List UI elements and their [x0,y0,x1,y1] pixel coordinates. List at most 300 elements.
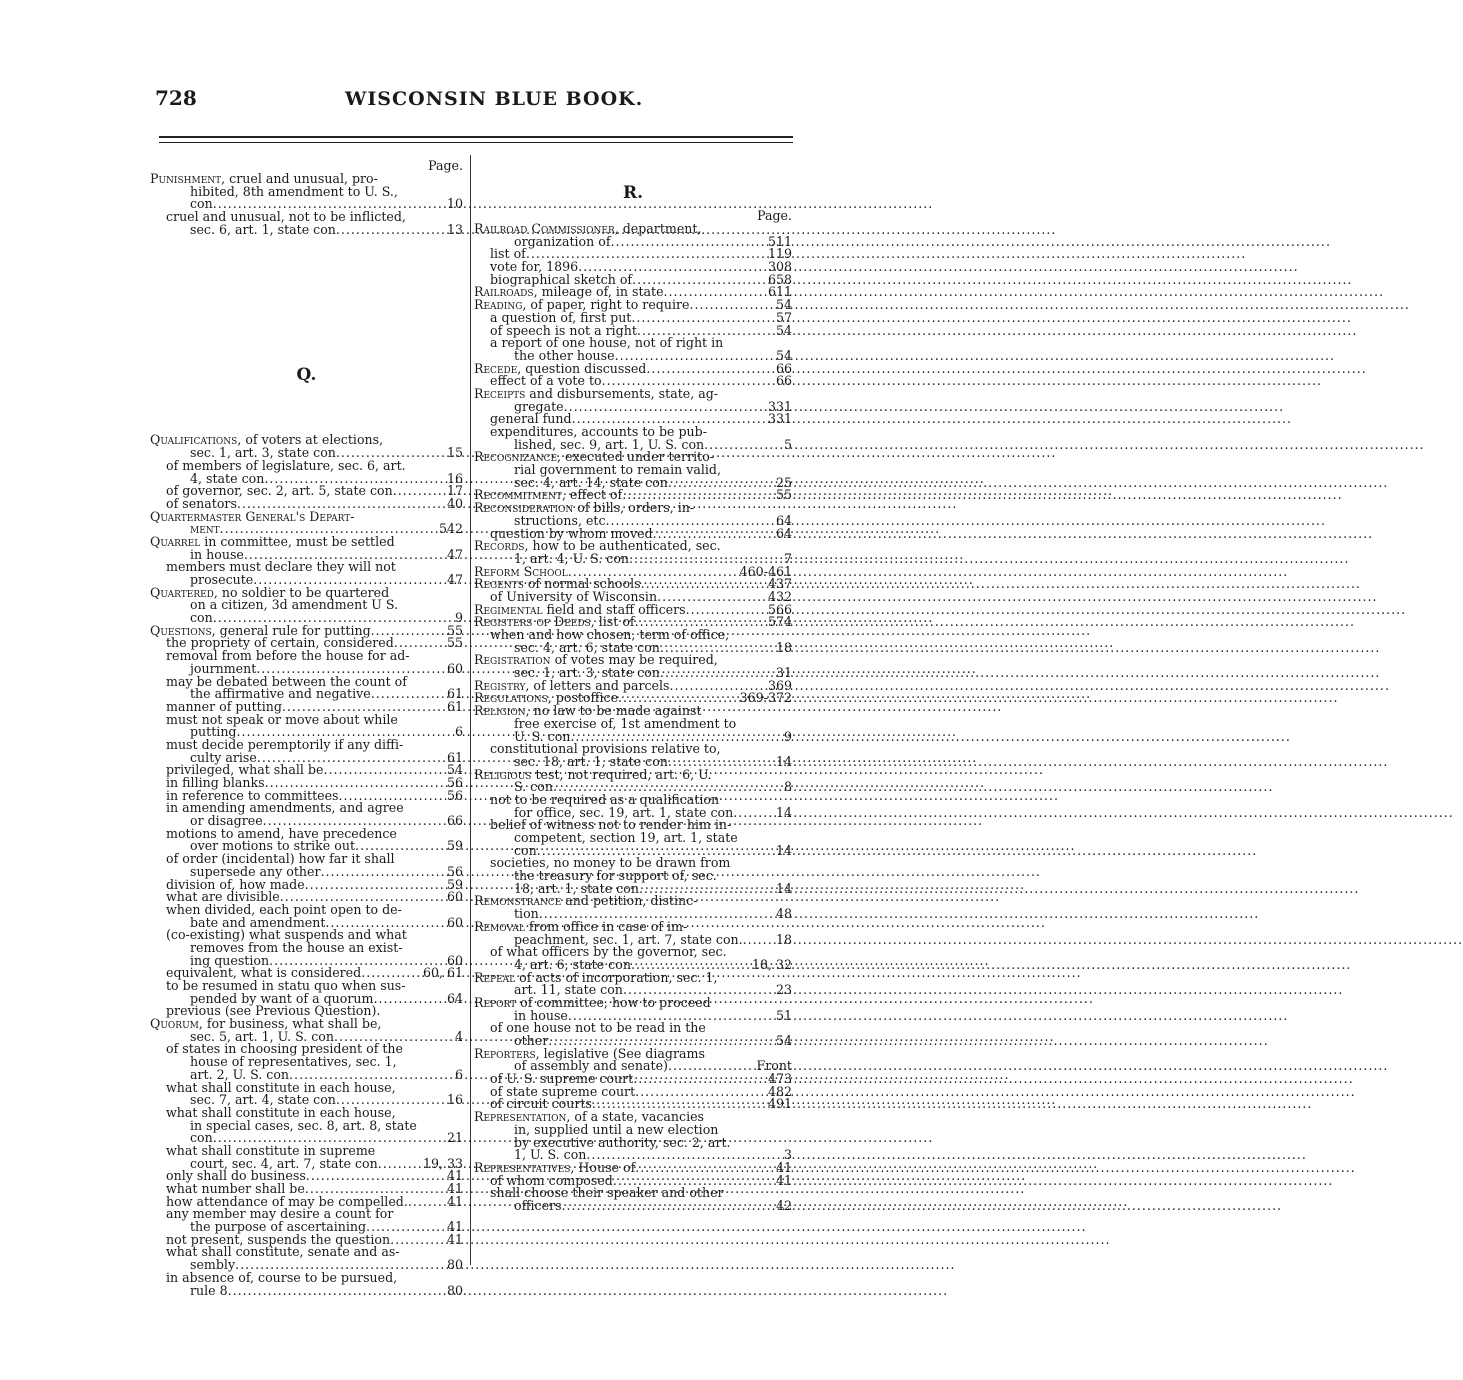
page-reference: 64 [446,990,463,1006]
page-reference: 41 [446,1219,463,1235]
entry-subtext: , general rule for putting [211,622,371,638]
entry-subtext: in reference to committees [166,787,339,803]
page-reference: 47 [446,572,463,587]
entry-subtext: societies, no money to be drawn from [490,855,731,871]
entry-subtext: of U. S. supreme court [490,1071,634,1087]
index-entry [150,434,463,459]
index-entry [474,426,792,451]
page-reference: 60 [446,889,463,905]
dot-leader [228,1285,445,1298]
dot-leader [704,439,782,452]
page-reference: 23 [775,982,792,998]
entry-subtext: of senators [166,495,237,511]
entry-subtext: any member may desire a count for [166,1206,394,1222]
entry-subtext: sec. 1, art. 3, state con [190,445,336,461]
entry-subtext: of states in choosing president of the [166,1041,403,1057]
page-reference: 41 [775,1159,792,1175]
page-reference: 566 [767,601,792,617]
page-reference: 18 [775,931,792,947]
running-title: WISCONSIN BLUE BOOK. [345,88,644,110]
page-reference: 119 [767,246,792,262]
entry-subtext: in committee, must be settled [200,533,395,549]
index-entry [150,1043,463,1081]
entry-subtext: on a citizen, 3d amendment U S. [190,597,399,613]
page-reference: 14 [775,880,792,896]
entry-subtext: belief of witness not to render him in- [490,817,732,833]
entry-subtext: , of letters and parcels [525,677,670,693]
index-entry [474,857,792,895]
entry-text [190,1282,228,1298]
page-reference: 13 [446,221,463,237]
page-reference: 51 [775,1007,792,1023]
entry-subtext: con [190,1130,213,1146]
index-entry [150,825,463,854]
entry-subtext: , how to be authenticated, sec. [524,538,721,554]
index-entry [150,1018,463,1043]
index-entry [474,969,792,998]
page-reference: 41 [446,1193,463,1209]
index-entry [150,457,463,486]
section-letter-q: Q. [296,365,317,386]
entry-subtext: rule 8 [190,1282,228,1298]
index-entry [474,502,792,527]
index-entries-q [150,434,463,1297]
page-reference: 80 [446,1257,463,1273]
index-entry [150,853,463,878]
entry-subtext: and petition, distinc- [561,893,698,909]
entry-subtext: not present, suspends the question [166,1231,391,1247]
dot-leader [408,1196,445,1209]
page-reference: 41 [446,1181,463,1196]
page-reference: 42 [775,1197,792,1213]
index-entry [150,650,463,675]
entry-subtext: of University of Wisconsin [490,588,658,604]
index-entry [150,508,463,537]
page-reference: 511 [767,233,792,249]
entry-heading: Reading [474,297,523,313]
entry-subtext: , question discussed [517,360,647,376]
entry-subtext: of governor, sec. 2, art. 5, state con [166,483,393,499]
entry-subtext: , of paper, right to require [522,297,690,313]
entry-subtext: of order (incidental) how far it shall [166,851,395,867]
entry-heading: Registration [474,652,551,668]
entry-heading: Railroad Commissioner [474,221,615,236]
entry-subtext: of committee, how to proceed [516,994,711,1010]
page-reference: 31 [775,665,792,681]
page-reference: 60 [446,660,463,676]
entry-subtext: 1, art. 4, U. S. con [514,550,630,566]
entry-subtext: organization of [514,233,611,249]
entry-subtext: U. S. con [514,728,571,744]
entry-heading: Regimental [474,601,543,617]
page-column-label: Page. [757,208,792,223]
entry-subtext: of acts of incorporation, sec. 1, [515,969,718,985]
entry-subtext: of votes may be required, [550,652,718,668]
entry-subtext: to be resumed in statu quo when sus- [166,978,406,993]
index-entry [150,736,463,765]
page-reference: 16 [446,470,463,486]
entry-subtext: constitutional provisions relative to, [490,741,721,757]
index-entry [150,1208,463,1233]
page-reference: 19, 33 [422,1155,463,1171]
page-reference: 14 [775,804,792,820]
page-reference: 41 [446,1168,463,1184]
index-entry [150,1104,463,1146]
entry-subtext: sec. 18, art. 1, state con [514,753,668,769]
entry-subtext: in, supplied until a new election [514,1121,719,1137]
entry-subtext: how attendance of may be compelled. [166,1193,408,1209]
entry-subtext: what number shall be [166,1181,305,1196]
entry-subtext: (co-existing) what suspends and what [166,927,407,943]
entry-heading: Registers of Deeds [474,614,591,630]
index-entry [474,895,792,920]
entry-subtext: for office, sec. 19, art. 1, state con [514,804,734,820]
entry-subtext: may be debated between the count of [166,673,407,689]
entry-subtext: question by whom moved [490,525,653,541]
entry-heading: Receipts [474,385,526,401]
index-entry [474,451,792,489]
page-reference: 60, 61 [422,965,463,981]
right-index-column [474,160,792,1213]
index-entry [474,1022,792,1047]
entry-subtext: removes from the house an exist- [190,939,403,955]
index-entry [474,743,792,768]
index-line [150,1282,463,1298]
page-reference: 64 [775,512,792,528]
entry-subtext: ing question [190,952,270,968]
entry-subtext: hibited, 8th amendment to U. S., [190,183,398,199]
page-reference: 8 [783,779,792,795]
entry-subtext: members must declare they will not [166,559,396,575]
entry-subtext: privileged, what shall be [166,762,324,778]
entry-heading: Quorum [150,1016,199,1032]
entry-subtext: art. 2, U. S. con [190,1066,290,1082]
page-number: 728 [155,86,197,110]
entry-heading: Quartermaster General's Depart- [150,508,355,524]
entry-subtext: and disbursements, state, ag- [525,385,719,401]
entry-subtext: field and staff officers [542,601,686,617]
entry-subtext: , list of [590,614,635,630]
entry-subtext: tion [514,906,539,922]
entry-subtext: of speech is not a right [490,322,637,338]
entry-text [514,1197,562,1213]
entry-subtext: general fund [490,411,572,427]
page-reference: 460-461 [739,563,792,579]
page-reference: 18, 32 [751,956,792,972]
page-reference: 6 [454,1066,463,1082]
page-reference: 611 [767,284,792,300]
entry-subtext: sec. 4, art. 14, state con [514,474,668,490]
entry-subtext: list of [490,246,526,262]
entry-subtext: 1, U. S. con [514,1147,587,1163]
dot-leader [743,934,774,947]
page-reference: 54 [775,297,792,313]
entry-subtext: , House of [570,1159,636,1175]
page-reference: 331 [767,398,792,414]
page-reference: 55 [446,635,463,651]
dot-leader [373,993,445,1006]
entry-subtext: , effect of [561,487,623,503]
page-reference: 66 [446,813,463,829]
entry-subtext: competent, section 19, art. 1, state [514,830,738,845]
section-letter-r: R. [622,183,644,203]
entry-subtext: , no law to be made against [525,703,702,719]
index-entry [474,223,792,248]
entry-subtext: what shall constitute in supreme [166,1142,376,1158]
page-reference: 17 [446,483,463,499]
page-reference: 60 [446,952,463,968]
entry-heading: Repeal [474,969,516,985]
page-reference: 16 [446,1092,463,1108]
entry-subtext: in house [190,546,244,562]
page-reference: 80 [446,1282,463,1298]
entry-subtext: equivalent, what is considered [166,965,362,981]
entry-subtext: other [514,1033,549,1048]
entry-subtext: in house [514,1007,568,1023]
index-entries-p [150,173,463,236]
entry-subtext: pended by want of a quorum [190,990,374,1006]
entry-heading: ment [190,521,220,537]
entry-subtext: , for business, what shall be, [198,1016,382,1032]
index-line [474,1197,792,1213]
index-entry [474,654,792,679]
entry-subtext: con [190,196,213,212]
entry-subtext: , department, [614,221,702,236]
entry-subtext: peachment, sec. 1, art. 7, state con. [514,931,743,947]
index-entry [474,1187,792,1212]
entry-subtext: gregate [514,398,564,414]
dot-leader [733,807,774,820]
index-entry [474,946,792,971]
page-reference: 54 [775,347,792,363]
entry-heading: Recognizance [474,449,558,465]
entry-subtext: S. con [514,779,553,795]
entry-subtext: what shall constitute, senate and as- [166,1244,400,1260]
entry-subtext: cruel and unusual, not to be inflicted, [166,209,406,225]
entry-subtext: in special cases, sec. 8, art. 8, state [190,1117,417,1133]
entry-heading: Regulations [474,690,548,706]
index-entry [150,1142,463,1171]
entry-subtext: the other house [514,347,615,363]
entry-subtext: in absence of, course to be pursued, [166,1269,398,1285]
page-reference: 574 [767,614,792,630]
page-reference: 57 [775,309,792,325]
page-reference: 25 [775,474,792,490]
entry-heading: Report [474,994,517,1010]
index-entry [150,673,463,702]
index-entry [150,901,463,930]
page-reference: 6 [454,724,463,740]
entry-heading: Religion [474,703,526,719]
entry-heading: Punishment [150,171,222,186]
left-index-column [150,160,463,1297]
entry-subtext: 4, state con [190,470,265,486]
entry-subtext: the affirmative and negative [190,686,371,702]
entry-subtext: , postoffice [547,690,619,706]
page-reference: 55 [446,622,463,638]
index-entry [150,533,463,562]
index-entry [150,1246,463,1271]
entry-subtext: only shall do business [166,1168,306,1184]
index-entry [474,385,792,414]
page-reference: 56 [446,787,463,803]
entry-subtext: from office in case of im- [524,918,688,934]
page-reference: 41 [775,1172,792,1188]
page-reference: 5 [783,436,792,452]
entry-subtext: , cruel and unusual, pro- [221,171,378,186]
entry-subtext: not to be required as a qualification [490,791,720,807]
entry-subtext: of bills, orders, in- [573,500,695,516]
index-entry [150,1269,463,1298]
entry-subtext: must not speak or move about while [166,711,398,727]
index-entry [474,791,792,820]
entry-subtext: of what officers by the governor, sec. [490,944,727,960]
entry-heading: Records [474,538,525,554]
index-entry [474,1045,792,1074]
page-column-label: Page. [428,158,463,173]
entry-heading: Recede [474,360,518,376]
page-reference: 658 [767,271,792,287]
entry-subtext: of normal schools [523,576,641,592]
page-reference: 41 [446,1231,463,1247]
entry-subtext: motions to amend, have precedence [166,825,397,841]
entry-subtext: of state supreme court [490,1083,636,1099]
entry-subtext: , mileage of, in state [533,284,664,300]
entry-heading: Railroads [474,284,534,300]
entry-subtext: removal from before the house for ad- [166,648,410,664]
page-header [155,86,796,120]
page-reference: 47 [446,546,463,562]
entry-text [190,221,336,237]
index-entry [150,929,463,967]
header-rule-thin [159,142,793,143]
page-reference: 59 [446,838,463,854]
entry-subtext: sembly [190,1257,236,1273]
page-reference: 9 [783,728,792,744]
entry-subtext: vote for, 1896 [490,259,579,275]
entry-subtext: 18, art. 1, state con [514,880,639,896]
entry-subtext: by executive authority, sec. 2, art. [514,1134,731,1150]
entry-subtext: what are divisible [166,889,280,905]
page-reference: 66 [775,373,792,389]
page-reference: 66 [775,360,792,376]
entry-subtext: sec. 7, art. 4, state con [190,1092,336,1108]
page-reference: 60 [446,914,463,930]
dot-leader [562,1200,774,1213]
page-reference: 55 [775,487,792,503]
page-reference: 40 [446,495,463,511]
entry-subtext: the treasury for support of, sec. [514,868,717,884]
entry-subtext: a question of, first put [490,309,632,325]
entry-subtext: must decide peremptorily if any diffi- [166,736,404,752]
page-reference: 7 [783,550,792,566]
page-reference: 10 [446,196,463,212]
entry-subtext: free exercise of, 1st amendment to [514,715,737,731]
page-reference: 437 [767,576,792,592]
entry-subtext: art. 11, state con [514,982,623,998]
page-reference: 308 [767,259,792,275]
index-entry [150,173,463,211]
entry-subtext: , no soldier to be quartered [213,584,390,600]
page-reference: 369-372 [739,690,792,706]
entry-subtext: a report of one house, not of right in [490,335,724,351]
entry-subtext: when and how chosen, term of office, [490,627,730,642]
entry-subtext: , of voters at elections, [237,432,384,448]
entry-subtext: what shall constitute in each house, [166,1079,396,1095]
page-reference: 9 [454,610,463,626]
page-reference: 59 [446,876,463,892]
page-reference: 61 [446,749,463,765]
entry-subtext: of circuit courts [490,1096,592,1112]
page-reference: 48 [775,906,792,922]
index-entry [474,819,792,857]
entry-heading: Questions [150,622,212,638]
entry-heading: Reporters [474,1045,536,1061]
page-reference: 14 [775,842,792,858]
page-reference: 331 [767,411,792,427]
entry-subtext: biographical sketch of [490,271,633,287]
page-reference: 54 [775,322,792,338]
index-entry [474,540,792,565]
entry-heading: Removal [474,918,525,934]
entry-subtext: previous (see Previous Question). [166,1003,381,1019]
page-reference: 15 [446,445,463,461]
index-entries-r [474,223,792,1213]
entry-subtext: , of a state, vacancies [566,1109,705,1125]
entry-subtext: shall choose their speaker and other [490,1185,724,1201]
entry-heading: Reform School [474,563,568,579]
entry-subtext: of members of legislature, sec. 6, art. [166,457,406,473]
entry-subtext: bate and amendment [190,914,326,930]
entry-subtext: rial government to remain valid, [514,462,721,478]
entry-subtext: house of representatives, sec. 1, [190,1054,397,1070]
page-reference: 54 [775,1033,792,1048]
entry-heading: Religious [474,766,532,782]
entry-subtext: culty arise [190,749,257,765]
entry-subtext: over motions to strike out [190,838,356,854]
page-reference: 491 [767,1096,792,1112]
index-entry [474,337,792,362]
page-reference: 61 [446,686,463,702]
entry-subtext: journment [190,660,257,676]
entry-subtext: supersede any other [190,863,321,879]
entry-heading: Regents [474,576,524,592]
index-entry [150,211,463,236]
index-entry [150,711,463,740]
entry-subtext: sec. 4, art. 6, state con [514,639,660,655]
entry-subtext: court, sec. 4, art. 7, state con [190,1155,378,1171]
index-line [150,221,463,237]
entry-subtext: structions, etc [514,512,606,528]
index-entry [150,584,463,626]
entry-subtext: when divided, each point open to de- [166,901,402,917]
index-entry [474,705,792,743]
index-entry [150,561,463,586]
entry-subtext: putting [190,724,237,740]
entry-subtext: division of, how made [166,876,305,892]
entry-subtext: manner of putting [166,698,282,714]
page-reference: 432 [767,588,792,604]
entry-subtext: in amending amendments, and agree [166,800,404,816]
entry-subtext: , legislative (See diagrams [535,1045,705,1061]
entry-subtext: in filling blanks [166,775,265,790]
entry-heading: Remonstrance [474,893,562,909]
entry-heading: Quarrel [150,533,201,549]
entry-heading: Reconsideration [474,500,574,516]
entry-subtext: the purpose of ascertaining [190,1219,367,1235]
entry-subtext: the propriety of certain, considered [166,635,394,651]
entry-subtext: of assembly and senate) [514,1058,668,1074]
